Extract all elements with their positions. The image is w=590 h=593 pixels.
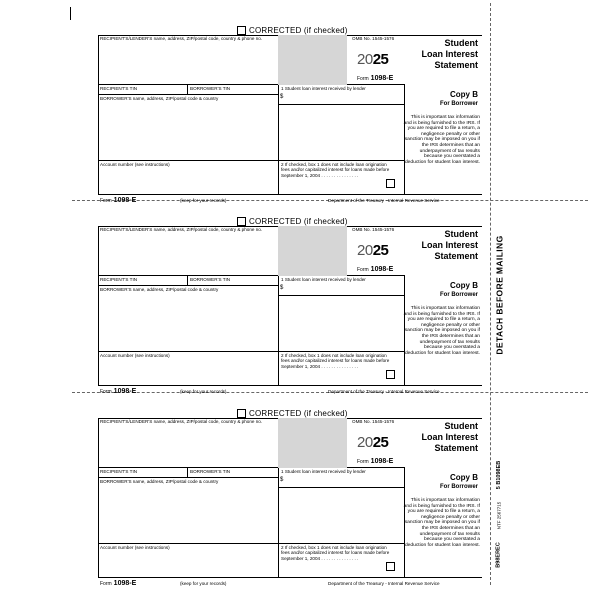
box2-checkbox[interactable]	[386, 370, 395, 379]
recipient-tin-field[interactable]: RECIPIENT'S TIN	[100, 86, 138, 91]
reorder-code-label: B98EREC	[496, 542, 502, 568]
recipient-name-field[interactable]: RECIPIENT'S/LENDER'S name, address, ZIP/postal code, country & phone no.	[100, 227, 263, 232]
borrower-tin-field[interactable]: BORROWER'S TIN	[190, 277, 231, 282]
footer-department: Department of the Treasury - Internal Revenue Service	[328, 198, 440, 203]
box1-interest-field[interactable]: 1 Student loan interest received by lender	[281, 277, 366, 282]
form-code-label: 5 B1098EB	[496, 460, 502, 490]
shaded-area	[278, 35, 347, 85]
form-copy-1	[0, 25, 590, 210]
corrected-label: CORRECTED (if checked)	[249, 25, 348, 35]
corrected-checkbox-box[interactable]	[237, 217, 246, 226]
corrected-checkbox-box[interactable]	[237, 26, 246, 35]
omb-number: OMB No. 1545-1576	[352, 36, 395, 41]
recipient-tin-field[interactable]: RECIPIENT'S TIN	[100, 277, 138, 282]
box2-checkbox[interactable]	[386, 562, 395, 571]
for-borrower-label: For Borrower	[439, 292, 478, 298]
box2-checkbox-field[interactable]: 2 If checked, box 1 does not include loan origination fees and/or capitalized interest for loans made before September 1, 2004 . . . . . . . . . . . . . . .	[281, 545, 390, 561]
corrected-checkbox[interactable]	[237, 408, 348, 418]
form-title: Student Loan Interest Statement	[421, 38, 478, 70]
account-number-field[interactable]: Account number (see instructions)	[100, 353, 170, 358]
dollar-sign: $	[280, 94, 284, 100]
footer-department: Department of the Treasury - Internal Revenue Service	[328, 389, 440, 394]
corrected-checkbox-box[interactable]	[237, 409, 246, 418]
form-title: Student Loan Interest Statement	[421, 421, 478, 453]
form-grid	[98, 418, 482, 587]
recipient-name-field[interactable]: RECIPIENT'S/LENDER'S name, address, ZIP/postal code, country & phone no.	[100, 36, 263, 41]
box1-interest-field[interactable]: 1 Student loan interest received by lender	[281, 469, 366, 474]
form-grid	[98, 35, 482, 204]
for-borrower-label: For Borrower	[439, 484, 478, 490]
box2-checkbox-field[interactable]: 2 If checked, box 1 does not include loan origination fees and/or capitalized interest for loans made before September 1, 2004 . . . . . . . . . . . . . . .	[281, 353, 390, 369]
form-grid	[98, 226, 482, 395]
footer-form-number: Form 1098-E	[100, 580, 137, 587]
omb-number: OMB No. 1545-1576	[352, 419, 395, 424]
dollar-sign: $	[280, 285, 284, 291]
borrower-name-field[interactable]: BORROWER'S name, address, ZIP/postal code & country	[100, 287, 219, 292]
copy-label: Copy B	[450, 473, 478, 482]
tax-year: 2025	[357, 434, 389, 451]
corrected-checkbox[interactable]	[237, 216, 348, 226]
omb-number: OMB No. 1545-1576	[352, 227, 395, 232]
shaded-area	[278, 226, 347, 276]
corrected-label: CORRECTED (if checked)	[249, 408, 348, 418]
form-number-header: Form 1098-E	[357, 458, 394, 465]
footer-department: Department of the Treasury - Internal Revenue Service	[328, 581, 440, 586]
box2-checkbox[interactable]	[386, 179, 395, 188]
form-number-header: Form 1098-E	[357, 266, 394, 273]
box1-interest-field[interactable]: 1 Student loan interest received by lender	[281, 86, 366, 91]
form-number-header: Form 1098-E	[357, 75, 394, 82]
borrower-name-field[interactable]: BORROWER'S name, address, ZIP/postal code & country	[100, 96, 219, 101]
recipient-name-field[interactable]: RECIPIENT'S/LENDER'S name, address, ZIP/postal code, country & phone no.	[100, 419, 263, 424]
tax-year: 2025	[357, 51, 389, 68]
corrected-checkbox[interactable]	[237, 25, 348, 35]
borrower-tin-field[interactable]: BORROWER'S TIN	[190, 469, 231, 474]
box2-checkbox-field[interactable]: 2 If checked, box 1 does not include loan origination fees and/or capitalized interest for loans made before September 1, 2004 . . . . . . . . . . . . . . .	[281, 162, 390, 178]
recipient-tin-field[interactable]: RECIPIENT'S TIN	[100, 469, 138, 474]
account-number-field[interactable]: Account number (see instructions)	[100, 162, 170, 167]
copy-label: Copy B	[450, 90, 478, 99]
dollar-sign: $	[280, 477, 284, 483]
footer-keep-note: (keep for your records)	[180, 389, 227, 394]
footer-keep-note: (keep for your records)	[180, 581, 227, 586]
corrected-label: CORRECTED (if checked)	[249, 216, 348, 226]
sheet-edge-mark	[70, 7, 71, 20]
borrower-tin-field[interactable]: BORROWER'S TIN	[190, 86, 231, 91]
important-tax-notice: This is important tax information and is being furnished to the IRS. If you are required to file a return, a negligence penalty or other sanction may be imposed on you if the IRS determines that an underpayment of tax results because you overstated a deduction for student loan interest.	[403, 115, 480, 165]
account-number-field[interactable]: Account number (see instructions)	[100, 545, 170, 550]
ntf-code-label: NTF 2567715	[496, 501, 502, 529]
footer-form-number: Form 1098-E	[100, 388, 137, 395]
footer-form-number: Form 1098-E	[100, 197, 137, 204]
detach-before-mailing-label: DETACH BEFORE MAILING	[494, 235, 505, 355]
important-tax-notice: This is important tax information and is being furnished to the IRS. If you are required to file a return, a negligence penalty or other sanction may be imposed on you if the IRS determines that an underpayment of tax results because you overstated a deduction for student loan interest.	[403, 306, 480, 356]
for-borrower-label: For Borrower	[439, 101, 478, 107]
form-title: Student Loan Interest Statement	[421, 229, 478, 261]
copy-label: Copy B	[450, 281, 478, 290]
tax-year: 2025	[357, 242, 389, 259]
footer-keep-note: (keep for your records)	[180, 198, 227, 203]
borrower-name-field[interactable]: BORROWER'S name, address, ZIP/postal code & country	[100, 479, 219, 484]
shaded-area	[278, 418, 347, 468]
important-tax-notice: This is important tax information and is being furnished to the IRS. If you are required to file a return, a negligence penalty or other sanction may be imposed on you if the IRS determines that an underpayment of tax results because you overstated a deduction for student loan interest.	[403, 498, 480, 548]
